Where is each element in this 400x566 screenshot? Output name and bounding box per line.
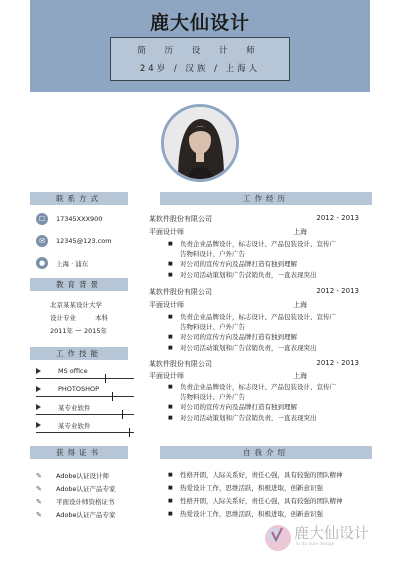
skill-level-marker [112, 392, 113, 401]
profile-photo [161, 104, 239, 182]
section-education: 教育背景 [30, 278, 128, 291]
job-city: 上海 [293, 301, 307, 309]
email-text: 12345@123.com [56, 237, 112, 245]
triangle-icon [36, 368, 41, 374]
phone-text: 17345XXX900 [56, 215, 103, 223]
phone-icon: ☐ [36, 213, 48, 225]
self-eval-item: ■ 性格开朗，人际关系好，责任心强，具有较强的团队精神 [180, 471, 343, 479]
check-pen-icon: ✎ [36, 484, 42, 493]
email-icon: ✉ [36, 235, 48, 247]
job-title-row: 平面设计师 上海 [149, 301, 307, 309]
skill-name: MS office [58, 367, 88, 375]
section-experience: 工作经历 [160, 192, 372, 205]
subtitle-box [110, 37, 290, 81]
major: 设计专业 [50, 314, 76, 322]
job-bullet: ■ 负责企业品牌设计，标志设计、产品包装设计、宣传广 [180, 383, 336, 391]
certificate-item: ✎ Adobe认证设计师 [36, 471, 110, 480]
triangle-icon [36, 422, 41, 428]
job-city: 上海 [293, 228, 307, 236]
job-company: 某软件股份有限公司 2012 - 2013 [149, 214, 359, 223]
job-company: 某软件股份有限公司 2012 - 2013 [149, 359, 359, 368]
job-title-row: 平面设计师 上海 [149, 372, 307, 380]
edu-end: 2015年 [84, 327, 108, 335]
location-text: 上海 · 浦东 [56, 259, 89, 268]
job-bullet: ■ 对公司的宣传方向及品牌打造有独到理解 [180, 260, 297, 268]
self-eval-item: ■ 热爱设计工作，思维活跃，积极进取，创新意识强 [180, 510, 323, 518]
job-dates: 2012 - 2013 [316, 359, 359, 367]
job-title: 简 历 设 计 师 [137, 46, 263, 56]
skill-track [36, 414, 134, 415]
job-bullet: ■ 对公司的宣传方向及品牌打造有独到理解 [180, 333, 297, 341]
self-eval-item: ■ 热爱设计工作，思维活跃，积极进取，创新意识强 [180, 484, 323, 492]
job-bullet: ■ 负责企业品牌设计，标志设计、产品包装设计、宣传广 [180, 240, 336, 248]
job-city: 上海 [293, 372, 307, 380]
skill-name: 某专业软件 [58, 404, 91, 412]
section-skills: 工作技能 [30, 347, 128, 360]
skill-track [36, 378, 134, 379]
skill-name: 某专业软件 [58, 422, 91, 430]
watermark-small: lu da xian design [296, 542, 335, 547]
section-self-eval: 自我介绍 [160, 446, 372, 459]
job-title-row: 平面设计师 上海 [149, 228, 307, 236]
check-pen-icon: ✎ [36, 471, 42, 480]
contact-location [36, 256, 88, 270]
job-bullet: ■ 负责企业品牌设计，标志设计、产品包装设计、宣传广 [180, 313, 336, 321]
certificate-item: ✎ 平面设计师资格证书 [36, 497, 115, 506]
job-bullet: ■ 对公司的宣传方向及品牌打造有独到理解 [180, 403, 297, 411]
certificate-item: ✎ Adobe认证产品专家 [36, 484, 116, 493]
skill-track [36, 432, 134, 433]
job-bullet-cont: 告物料设计、户外广告 [180, 250, 245, 258]
certificate-item: ✎ Adobe认证产品专家 [36, 510, 116, 519]
skill-name: PHOTOSHOP [58, 385, 100, 393]
skill-level-marker [129, 428, 130, 437]
contact-phone [36, 212, 102, 226]
section-certificates: 获得证书 [30, 446, 128, 459]
job-dates: 2012 - 2013 [316, 287, 359, 295]
degree: 本科 [95, 314, 108, 322]
resume-name: 鹿大仙设计 [149, 12, 250, 34]
check-pen-icon: ✎ [36, 510, 42, 519]
self-eval-item: ■ 性格开朗，人际关系好，责任心强，具有较强的团队精神 [180, 497, 343, 505]
job-bullet-cont: 告物料设计、户外广告 [180, 323, 245, 331]
job-bullet: ■ 对公司活动策划和广告营销负责，一直表现突出 [180, 271, 317, 279]
check-pen-icon: ✎ [36, 497, 42, 506]
section-contact: 联系方式 [30, 192, 128, 205]
personal-info: 24岁 / 汉族 / 上海人 [139, 64, 261, 74]
job-company: 某软件股份有限公司 2012 - 2013 [149, 287, 359, 296]
contact-email [36, 234, 112, 248]
skill-level-marker [105, 374, 106, 383]
skill-track [36, 396, 134, 397]
watermark-text: 鹿大仙设计 [294, 524, 370, 542]
triangle-icon [36, 386, 41, 392]
triangle-icon [36, 404, 41, 410]
skill-level-marker [122, 410, 123, 419]
watermark-logo [262, 514, 382, 558]
job-bullet-cont: 告物料设计、户外广告 [180, 393, 245, 401]
job-bullet: ■ 对公司活动策划和广告营销负责，一直表现突出 [180, 344, 317, 352]
portrait-image [164, 107, 236, 179]
job-dates: 2012 - 2013 [316, 214, 359, 222]
edu-start: 2011年 [50, 327, 74, 335]
job-bullet: ■ 对公司活动策划和广告营销负责，一直表现突出 [180, 414, 317, 422]
school-name: 北京某某设计大学 [50, 301, 102, 309]
location-pin-icon: ● [36, 257, 48, 269]
